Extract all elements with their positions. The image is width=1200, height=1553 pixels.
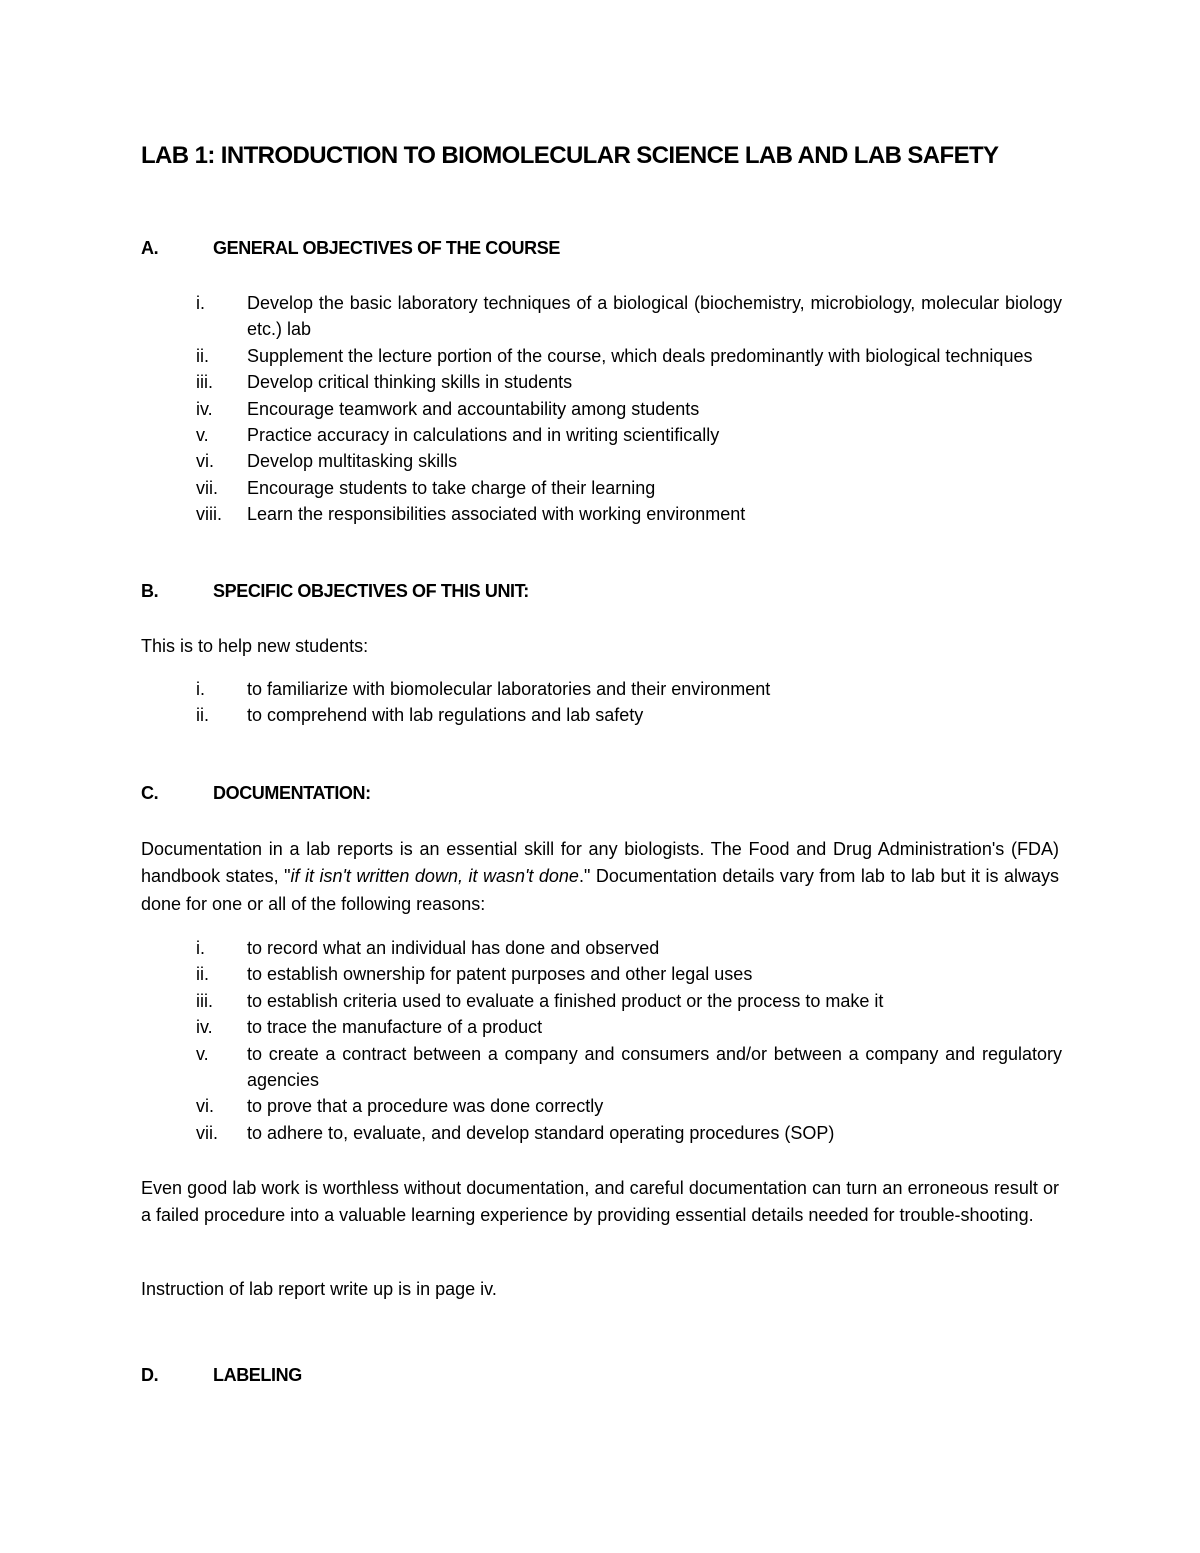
list-item: ii. Supplement the lecture portion of the course, which deals predominantly with biological techniques — [196, 345, 1033, 366]
section-b-heading — [141, 581, 529, 602]
fda-quote: if it isn't written down, it wasn't done — [290, 866, 579, 887]
documentation-paragraph: Documentation in a lab reports is an essential skill for any biologists. The Food and Drug Administration's (FDA) handbook states, "if it isn't written down, it wasn't done." Documentation details vary from lab to lab but it is always done for one or all of the following reasons: — [141, 839, 1059, 914]
list-item: i. Develop the basic laboratory techniques of a biological (biochemistry, microbiology, molecular biology etc.) lab — [196, 293, 1062, 340]
list-item: ii. to comprehend with lab regulations and lab safety — [196, 705, 644, 726]
documentation-reasons-list — [196, 935, 1062, 1146]
list-item: i. to familiarize with biomolecular laboratories and their environment — [196, 679, 771, 699]
list-item: vii. to adhere to, evaluate, and develop standard operating procedures (SOP) — [196, 1122, 835, 1143]
section-d-letter: D. — [141, 1365, 159, 1385]
list-item: iv. to trace the manufacture of a product — [196, 1017, 543, 1038]
list-item: v. Practice accuracy in calculations and in writing scientifically — [196, 425, 720, 446]
documentation-importance-paragraph: Even good lab work is worthless without documentation, and careful documentation can turn an erroneous result or a failed procedure into a valuable learning experience by providing essential details needed for trouble-shooting. — [141, 1178, 1059, 1226]
list-item: vii. Encourage students to take charge of their learning — [196, 477, 656, 498]
section-c-heading — [141, 783, 371, 804]
list-item: viii. Learn the responsibilities associated with working environment — [196, 504, 746, 525]
list-item: v. to create a contract between a company and consumers and/or between a company and regulatory agencies — [196, 1043, 1062, 1091]
list-item: vi. to prove that a procedure was done correctly — [196, 1096, 604, 1117]
section-b-letter: B. — [141, 581, 159, 601]
section-c-letter: C. — [141, 783, 159, 803]
section-b-title: SPECIFIC OBJECTIVES OF THIS UNIT: — [213, 581, 529, 601]
list-item: ii. to establish ownership for patent purposes and other legal uses — [196, 964, 753, 985]
section-c-title: DOCUMENTATION: — [213, 783, 371, 803]
specific-objectives-list — [196, 676, 1062, 729]
section-a-heading — [141, 238, 560, 259]
list-item: vi. Develop multitasking skills — [196, 451, 458, 472]
list-item: iii. Develop critical thinking skills in students — [196, 372, 573, 393]
section-a-letter: A. — [141, 238, 159, 258]
lab-report-instruction: Instruction of lab report write up is in page iv. — [141, 1279, 497, 1299]
list-item: iv. Encourage teamwork and accountability among students — [196, 398, 700, 419]
general-objectives-list — [196, 290, 1062, 528]
section-b-intro: This is to help new students: — [141, 636, 369, 656]
list-item: iii. to establish criteria used to evaluate a finished product or the process to make it — [196, 990, 884, 1011]
section-d-heading — [141, 1365, 302, 1386]
section-d-title: LABELING — [213, 1365, 302, 1385]
page-title: LAB 1: INTRODUCTION TO BIOMOLECULAR SCIENCE LAB AND LAB SAFETY — [141, 142, 999, 169]
list-item: i. to record what an individual has done and observed — [196, 938, 660, 958]
section-a-title: GENERAL OBJECTIVES OF THE COURSE — [213, 238, 560, 258]
